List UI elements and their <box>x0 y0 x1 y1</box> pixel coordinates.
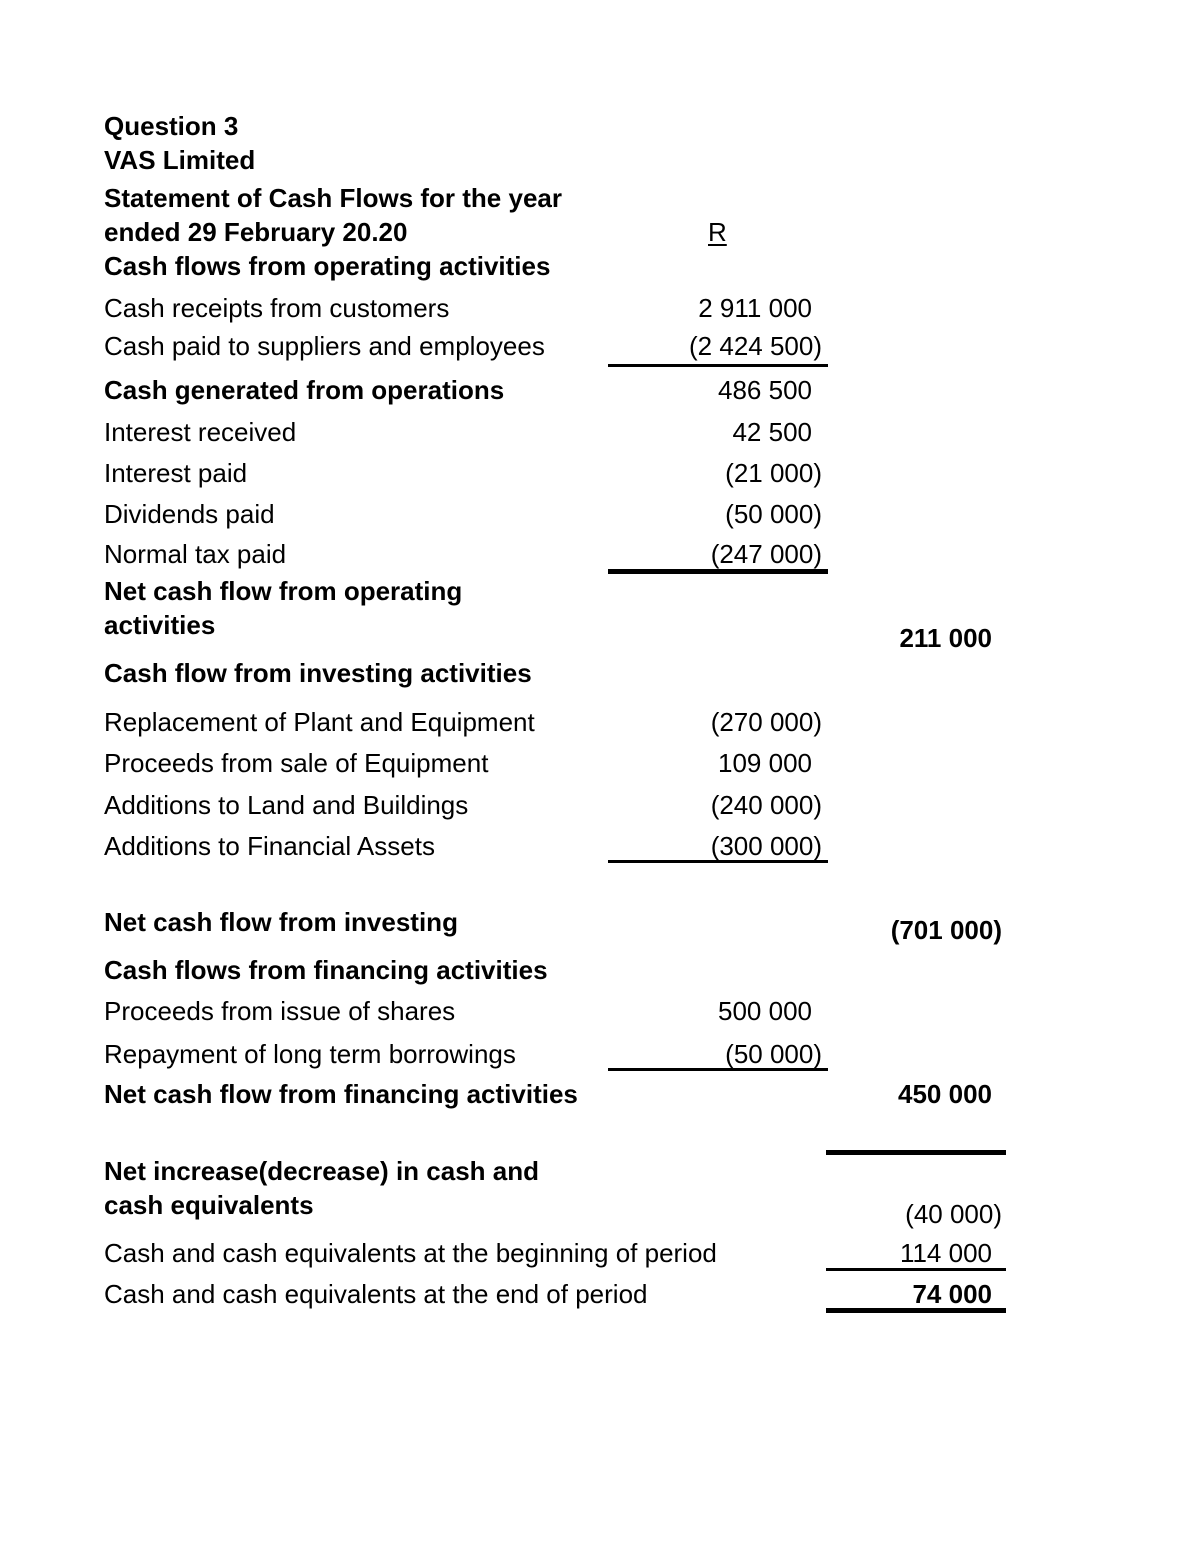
investing-heading: Cash flow from investing activities <box>104 658 532 688</box>
financial-assets-label: Additions to Financial Assets <box>104 831 435 861</box>
currency-header: R <box>708 217 727 247</box>
interest-paid-label: Interest paid <box>104 458 248 488</box>
sale-equipment-label: Proceeds from sale of Equipment <box>104 748 489 778</box>
double-underline-rule <box>826 1308 1006 1313</box>
tax-paid-label: Normal tax paid <box>104 539 287 569</box>
interest-paid-value: (21 000) <box>725 458 822 488</box>
net-investing-value: (701 000) <box>890 915 1002 945</box>
paid-suppliers-value: (2 424 500) <box>689 331 822 361</box>
cash-generated-label: Cash generated from operations <box>104 375 505 405</box>
net-change-label-line2: cash equivalents <box>104 1190 314 1220</box>
land-buildings-label: Additions to Land and Buildings <box>104 790 469 820</box>
repayment-value: (50 000) <box>725 1039 822 1069</box>
repayment-label: Repayment of long term borrowings <box>104 1039 516 1069</box>
net-financing-label: Net cash flow from financing activities <box>104 1079 578 1109</box>
net-operating-value: 211 000 <box>899 623 992 653</box>
sale-equipment-value: 109 000 <box>718 748 812 778</box>
statement-title-line2: ended 29 February 20.20 <box>104 217 408 247</box>
receipts-label: Cash receipts from customers <box>104 293 450 323</box>
subtotal-rule <box>608 1068 828 1071</box>
question-number: Question 3 <box>104 111 239 141</box>
net-change-value: (40 000) <box>905 1199 1002 1229</box>
net-operating-label-line1: Net cash flow from operating <box>104 576 463 606</box>
cash-generated-value: 486 500 <box>718 375 812 405</box>
tax-paid-value: (247 000) <box>710 539 822 569</box>
dividends-paid-label: Dividends paid <box>104 499 275 529</box>
subtotal-rule <box>608 364 828 367</box>
net-financing-value: 450 000 <box>898 1079 992 1109</box>
net-change-label-line1: Net increase(decrease) in cash and <box>104 1156 539 1186</box>
interest-received-value: 42 500 <box>732 417 812 447</box>
interest-received-label: Interest received <box>104 417 297 447</box>
total-rule <box>608 569 828 574</box>
replacement-value: (270 000) <box>710 707 822 737</box>
total-rule <box>826 1150 1006 1155</box>
ending-cash-value: 74 000 <box>912 1279 992 1309</box>
statement-title-line1: Statement of Cash Flows for the year <box>104 183 562 213</box>
ending-cash-label: Cash and cash equivalents at the end of period <box>104 1279 648 1309</box>
subtotal-rule <box>608 860 828 863</box>
beginning-cash-label: Cash and cash equivalents at the beginning of period <box>104 1238 717 1268</box>
net-investing-label: Net cash flow from investing <box>104 907 458 937</box>
dividends-paid-value: (50 000) <box>725 499 822 529</box>
issue-shares-label: Proceeds from issue of shares <box>104 996 456 1026</box>
land-buildings-value: (240 000) <box>710 790 822 820</box>
replacement-label: Replacement of Plant and Equipment <box>104 707 535 737</box>
subtotal-rule <box>826 1268 1006 1271</box>
company-name: VAS Limited <box>104 145 256 175</box>
net-operating-label-line2: activities <box>104 610 216 640</box>
financing-heading: Cash flows from financing activities <box>104 955 548 985</box>
beginning-cash-value: 114 000 <box>899 1238 992 1268</box>
issue-shares-value: 500 000 <box>718 996 812 1026</box>
financial-assets-value: (300 000) <box>710 831 822 861</box>
paid-suppliers-label: Cash paid to suppliers and employees <box>104 331 545 361</box>
receipts-value: 2 911 000 <box>698 293 812 323</box>
operating-heading: Cash flows from operating activities <box>104 251 551 281</box>
